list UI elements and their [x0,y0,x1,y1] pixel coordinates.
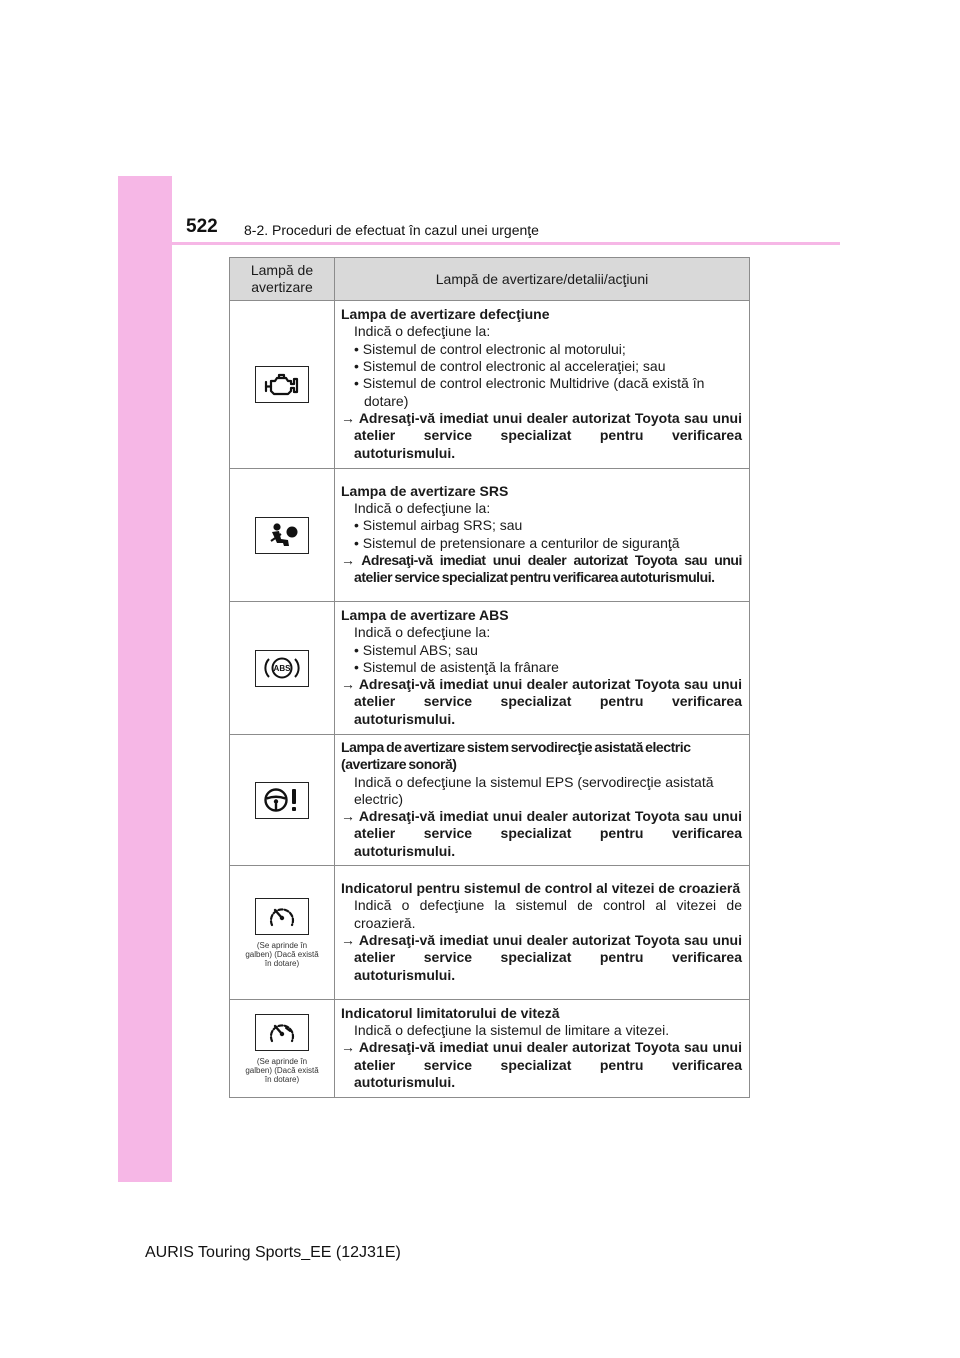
lamp-title: Lampa de avertizare ABS [341,606,509,623]
list-item: • Sistemul de control electronic al acceleraţiei; sau [354,358,666,375]
list-item: • Sistemul de control electronic Multidrive (dacă există în [354,375,705,392]
list-item: • Sistemul ABS; sau [354,641,478,658]
footer-model-code: AURIS Touring Sports_EE (12J31E) [145,1244,401,1261]
table-row [230,1000,750,1098]
details-cell [335,1000,750,1098]
action-text: → Adresaţi-vă imediat unui dealer autorizat Toyota sau unui atelier service specializat pentru verificarea autoturismului. [341,676,742,727]
details-cell [335,602,750,735]
table-row [230,469,750,602]
lamp-title: Indicatorul pentru sistemul de control al vitezei de croazieră [341,880,741,897]
list-item: • Sistemul de pretensionare a centurilor de siguranţă [354,534,680,551]
lamp-cell [230,1000,335,1098]
eps-steering-icon [255,782,309,819]
list-item-continuation: dotare) [364,392,409,409]
list-item: • Sistemul airbag SRS; sau [354,517,523,534]
list-item: • Sistemul de control electronic al motorului; [354,340,626,357]
column-header-lamp: Lampă de avertizare [230,258,335,301]
action-text: → Adresaţi-vă imediat unui dealer autorizat Toyota sau unui atelier service specializat pentru verificarea autoturismului. [341,808,742,859]
lamp-intro: Indică o defecţiune la: [354,624,491,641]
speed-limiter-icon [255,1014,309,1051]
details-cell [335,866,750,1000]
table-row [230,866,750,1000]
lamp-title: Lampa de avertizare defecţiune [341,306,550,323]
lamp-title: Lampa de avertizare sistem servodirecţie asistată electric (avertizare sonoră) [341,739,691,773]
details-cell [335,301,750,469]
lamp-intro: Indică o defecţiune la sistemul de control al vitezei de croazieră. [354,897,742,931]
lamp-cell [230,301,335,469]
action-text: → Adresaţi-vă imediat unui dealer autorizat Toyota sau unui atelier service specializat pentru verificarea autoturismului. [341,1039,742,1091]
lamp-note: (Se aprinde în galben) (Dacă există în dotare) [245,1056,319,1084]
lamp-cell [230,735,335,866]
lamp-intro: Indică o defecţiune la: [354,499,491,516]
details-cell [335,735,750,866]
lamp-cell [230,602,335,735]
lamp-cell [230,469,335,602]
cruise-control-icon [255,898,309,935]
lamp-intro: Indică o defecţiune la sistemul EPS (servodirecţie asistată electric) [354,773,714,807]
abs-icon [255,650,309,687]
header-rule [172,242,840,245]
lamp-intro: Indică o defecţiune la sistemul de limitare a vitezei. [354,1022,670,1039]
abs-icon-label: ABS [273,664,291,673]
table-row [230,301,750,469]
lamp-intro: Indică o defecţiune la: [354,323,491,340]
list-item: • Sistemul de asistenţă la frânare [354,658,559,675]
table-row [230,735,750,866]
engine-check-icon [255,366,309,403]
side-tab-band [118,176,172,1182]
table-header-row [230,258,750,301]
srs-airbag-icon [255,517,309,554]
lamp-cell [230,866,335,1000]
action-text: → Adresaţi-vă imediat unui dealer autorizat Toyota sau unui atelier service specializat pentru verificarea autoturismului. [341,932,742,983]
action-text: → Adresaţi-vă imediat unui dealer autorizat Toyota sau unui atelier service specializat pentru verificarea autoturismului. [341,409,742,461]
lamp-title: Lampa de avertizare SRS [341,482,509,499]
table-row [230,602,750,735]
lamp-title: Indicatorul limitatorului de viteză [341,1004,560,1021]
warning-lamps-table [229,257,750,1098]
section-title: 8-2. Proceduri de efectuat în cazul unei urgenţe [244,222,539,238]
lamp-note: (Se aprinde în galben) (Dacă există în dotare) [245,940,319,968]
details-cell [335,469,750,602]
page-number: 522 [186,216,218,237]
column-header-details: Lampă de avertizare/detalii/acţiuni [335,258,750,301]
action-text: → Adresaţi-vă imediat unui dealer autorizat Toyota sau unui atelier service specializat pentru verificarea autoturismului. [341,551,742,586]
